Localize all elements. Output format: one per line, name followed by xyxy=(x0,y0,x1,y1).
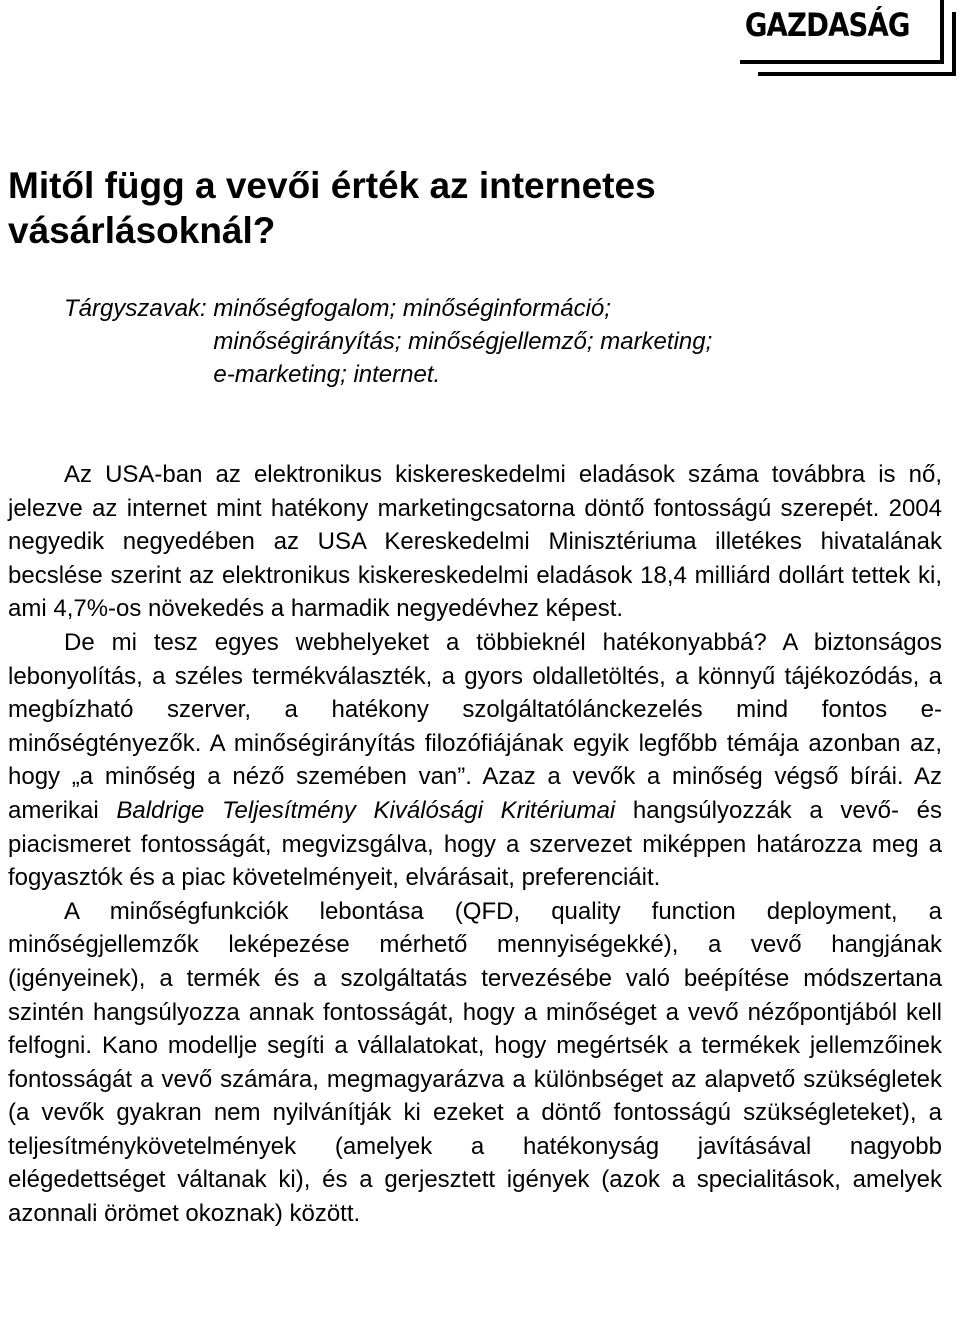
section-header-frame xyxy=(740,0,944,64)
keywords-label: Tárgyszavak: xyxy=(64,295,207,322)
paragraph: Az USA-ban az elektronikus kiskereskedelmi eladások száma továbbra is nő, jelezve az internet mint hatékony marketingcsatorna döntő fontosságú szerepét. 2004 negyedik negyedében az USA Kereskedelmi Minisztériuma illetékes hivatalának becslése szerint az elektronikus kiskereskedelmi eladások 18,4 milliárd dollárt tettek ki, ami 4,7%-os növekedés a harmadik negyedévhez képest. xyxy=(8,461,942,623)
paragraph-text: De mi tesz egyes webhelyeket a többieknél hatékonyabbá? A biztonságos lebonyolítás, a széles termékválaszték, a gyors oldalletöltés, a könnyű tájékozódás, a megbízható szerver, a hatékony szolgáltatólánckezelés mind fontos e-minőségtényezők. A minőségirányítás filozófiájának egyik legfőbb témája azonban az, hogy „a minőség a néző szemében van”. Azaz a vevők a minőség végső bírái. Az amerikai xyxy=(8,628,942,824)
paragraph-italic-reference: Baldrige Teljesítmény Kiválósági Kritériumai xyxy=(116,796,616,824)
paragraph: A minőségfunkciók lebontása (QFD, quality function deployment, a minőségjellemzők leképezése mérhető mennyiségekké), a vevő hangjának (igényeinek), a termék és a szolgáltatás tervezésébe való beépítése módszertana szintén hangsúlyozza annak fontosságát, hogy a minőséget a vevő nézőpontjából kell felfogni. Kano modellje segíti a vállalatokat, hogy megértsék a termékek jellemzőinek fontosságát a vevő számára, megmagyarázva a különbséget az alapvető szükségletek (a vevők gyakran nem nyilvánítják ki ezeket a döntő fontosságú szükségleteket), a teljesítménykövetelmények (amelyek a hatékonyság javításával nagyobb elégedettséget váltanak ki), és a gerjesztett igények (azok a specialitások, amelyek azonnali örömet okoznak) között. xyxy=(8,897,942,1228)
keywords-line: minőségfogalom; minőséginformáció; xyxy=(213,295,611,322)
header-frame-shadow-bottom xyxy=(758,60,956,76)
paragraph xyxy=(8,626,942,895)
keywords-line: minőségirányítás; minőségjellemző; marketing; xyxy=(213,328,713,355)
keywords-list xyxy=(213,292,712,391)
keywords-block xyxy=(64,292,944,391)
section-header-title: GAZDASÁG xyxy=(745,6,910,44)
article-title: Mitől függ a vevői érték az internetes vásárlásoknál? xyxy=(8,165,656,251)
paragraph-text: hangsúlyozzák a vevő- és piacismeret fontosságát, megvizsgálva, hogy a szervezet miképpen határozza meg a fogyasztók és a piac követelményeit, elvárásait, preferenciáit. xyxy=(8,796,942,892)
article-body xyxy=(8,458,942,1231)
keywords-line: e-marketing; internet. xyxy=(213,361,441,388)
